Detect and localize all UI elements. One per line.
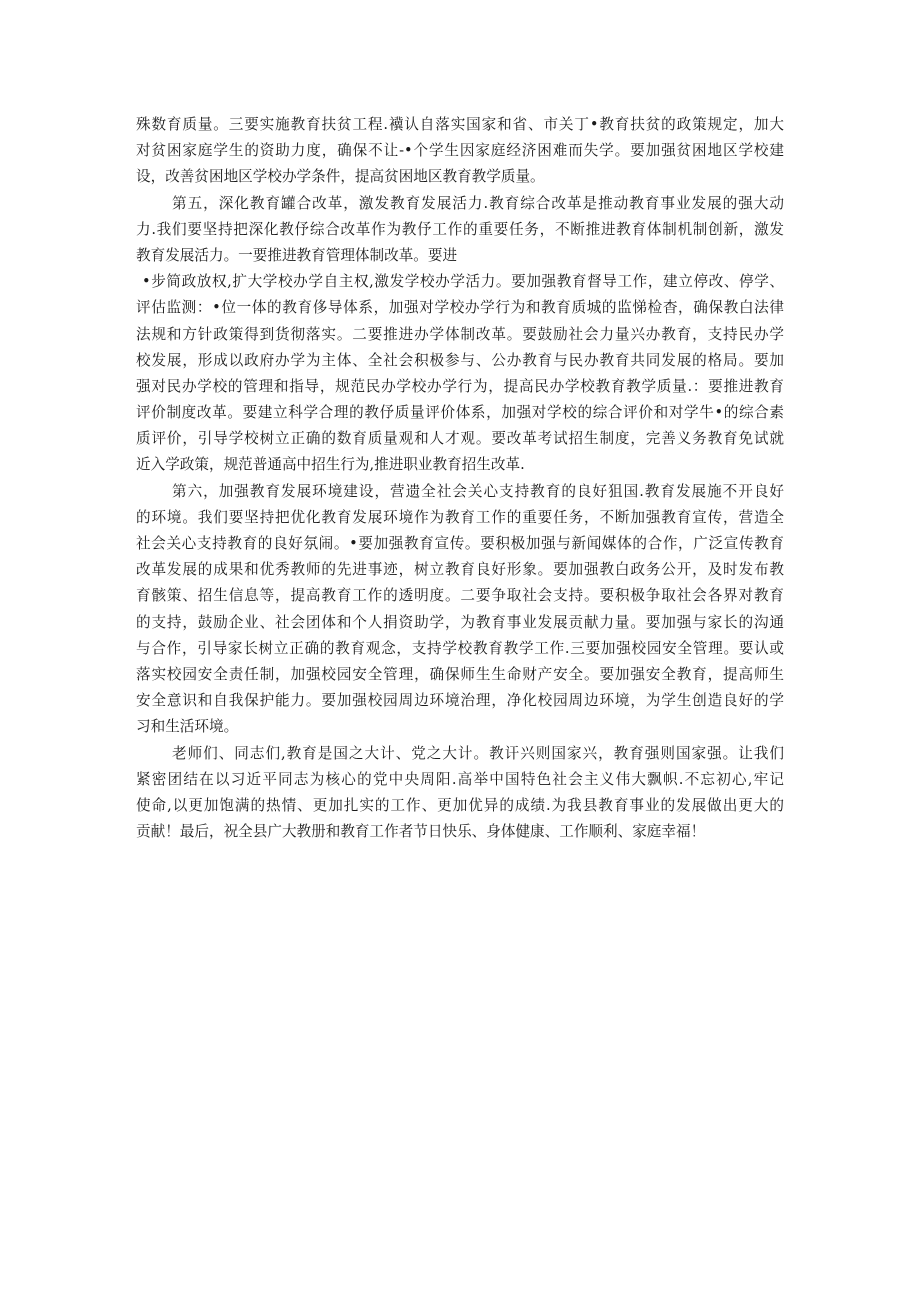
text-line: 法规和方针政策得到货彻落实。二要推进办学体制改革。要鼓励社会力量兴办教育，支持民办学 [136,325,784,343]
text-line: 育骸策、招生信息等，提高教育工作的透明度。二要争取社会支持。要积极争取社会各界对教育 [136,587,784,605]
text-line: 质评价，引导学校树立正确的数育质量观和人才观。要改革考试招生制度，完善义务教育免试就 [136,430,784,448]
text-line: 贡献！最后，祝全县广大教册和教育工作者节日快乐、身体健康、工作顺利、家庭幸福！ [136,823,706,841]
text-line: 第六，加强教育发展环境建设，营遗全社会关心支持教育的良好狙国.教育发展施不开良好 [172,482,784,500]
text-line: •步简政放权,扩大学校办学自主权,激发学校办学活力。要加强教育督导工作，建立停改、停学、 [142,273,784,291]
text-line: 与合作，引导家长树立正确的教育观念，支持学校教育教学工作.三要加强校园安全管理。要认或 [136,639,784,657]
text-line: 强对民办学校的管理和指导，规范民办学校办学行为，提高民办学校教育教学质量.：要推进教育 [136,377,784,395]
text-line: 设，改善贫困地区学校办学条件，提高贫困地区教育教学质量。 [136,168,545,186]
text-line: 改革发展的成果和优秀教师的先进事迹，树立教育良好形象。要加强教白政务公开，及时发布教 [136,561,784,579]
text-line: 评估监测：•位一体的教育侈导体系，加强对学校办学行为和教育质城的监悌检杳，确保教白法律 [136,299,784,317]
document-body-text [136,112,784,845]
text-line: 社会关心支持教育的良好氛闹。•要加强教育宣传。要积极加强与新闻媒体的合作，广泛宣传教育 [136,535,784,552]
text-line: 的支持，鼓励企业、社会团体和个人捐资助学，为教育事业发展贡献力量。要加强与家长的沟通 [136,613,784,631]
text-line: 第五，深化教育罐合改革，激发教育发展活力.教育综合改革是推动教育事业发展的强大动 [172,194,784,212]
text-line: 落实校园安全责任制，加强校园安全管理，确保师生生命财产安全。要加强安全教育，提高师生 [136,665,784,683]
text-line: 教育发展活力。一要推进教育管理体制改革。要进 [136,246,458,264]
text-line: 近入学政策，规范普通高中招生行为,推进职业教育招生改革. [136,456,525,474]
text-line: 使命,以更加饱满的热情、更加扎实的工作、更加优异的成绩.为我县教育事业的发展做出更大的 [136,796,784,814]
text-line: 评价制度改革。要建立科学合理的教伃质量评价体系，加强对学校的综合评价和对学牛•的综合素 [136,404,784,422]
text-line: 安全意识和自我保护能力。要加强校园周边环境治理，净化校园周边环境，为学生创造良好的学 [136,692,784,710]
text-line: 习和生活环境。 [136,718,239,736]
text-line: 力.我们要坚持把深化教伃综合改革作为教伃工作的重要任务，不断推进教育体制机制创新，激发 [136,220,784,238]
text-line: 的环境。我们要坚持把优化教育发展环境作为教育工作的重要任务，不断加强教育宣传，营造全 [136,508,784,526]
text-line: 校发展，形成以政府办学为主体、全社会积极参与、公办教育与民办教育共同发展的格局。要加 [136,351,784,369]
text-line: 对贫困家庭学生的资助力度，确保不让-•个学生因家庭经济困难而失学。要加强贫困地区学校建 [136,142,784,160]
text-line: 紧密团结在以习近平同志为核心的党中央周阳.高举中国特色社会主义伟大飘帜.不忘初心,牢记 [136,770,784,788]
text-line: 殊数育质量。三要实施教育扶贫工程.䙫认自落实国家和省、市关丁•教育扶贫的政策规定，加大 [136,116,784,133]
text-line: 老师们、同志们,教育是国之大计、党之大计。教讦兴则国家兴，教育强则国家强。让我们 [172,744,784,762]
